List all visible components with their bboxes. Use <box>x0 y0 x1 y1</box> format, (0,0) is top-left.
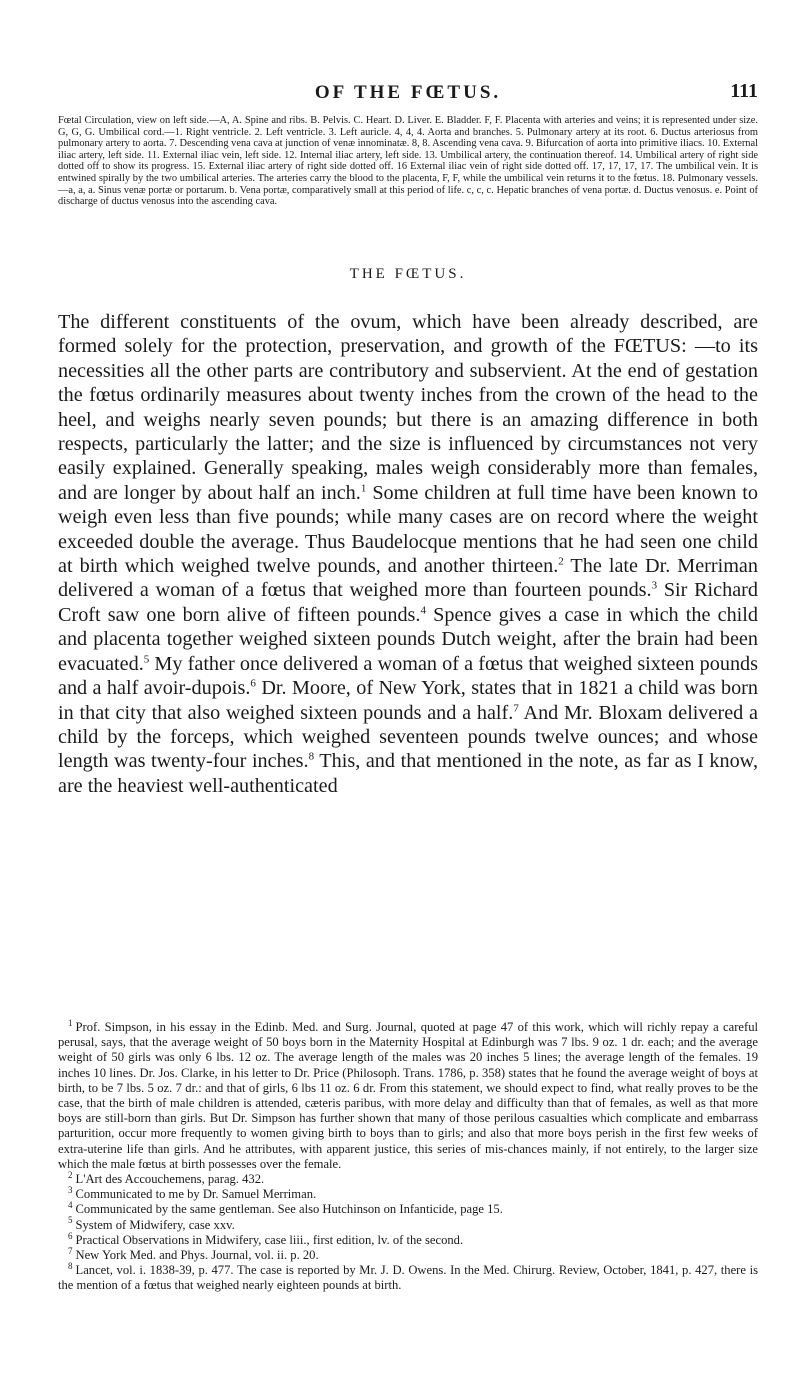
footnote-ref[interactable]: 6 <box>250 677 256 690</box>
footnote-ref[interactable]: 3 <box>651 579 658 592</box>
footnote-text: New York Med. and Phys. Journal, vol. ii. p. 20. <box>75 1248 319 1263</box>
body-text <box>58 310 758 798</box>
footnote <box>58 1215 758 1233</box>
footnote-text: Communicated to me by Dr. Samuel Merriman. <box>75 1187 317 1202</box>
footnote-ref[interactable]: 7 <box>513 701 519 714</box>
text-segment: Dr. Moore, of New York, states that in 1821 a child was born in that city that also weighed sixteen pounds and a half. <box>58 677 758 724</box>
footnote-number: 6 <box>68 1230 73 1241</box>
footnote <box>58 1169 758 1187</box>
footnote-text: Prof. Simpson, in his essay in the Edinb. Med. and Surg. Journal, quoted at page 47 of this work, which will richly repay a careful perusal, says, that the average weight of 50 boys born in the Maternity Hospital at Edinburgh was 7 lbs. 9 oz. 1 dr. each; and the average weight of 50 girls was only 6 lbs. 12 oz. The average length of the males was 20 inches 5 lines; the average length of the females. 19 inches 10 lines. Dr. Jos. Clarke, in his letter to Dr. Price (Philosoph. Trans. 1786, p. 358) states that he found the average weight of boys at birth, to be 7 lbs. 5 oz. 7 dr.: and that of girls, 6 lbs 11 oz. 6 dr. From this statement, we should expect to find, what really proves to be the case, that the birth of male children is attended, cæteris paribus, with more delay and difficulty than that of females, as well as that more boys are still-born than girls. But Dr. Simpson has further shown that many of those perilous casualties which complicate and embarrass parturition, occur more frequently to women giving birth to boys than to girls; and also that more boys perish in the first few weeks of extra-uterine life than girls. And he attributes, with apparent justice, this series of mis-chances mainly, if not entirely, to the larger size which the male fœtus at birth possesses over the female. <box>58 1020 758 1171</box>
footnote-ref[interactable]: 5 <box>143 652 150 665</box>
text-segment: This, and that mentioned in the note, as far as I know, are the heaviest well-authenticated <box>58 750 758 797</box>
footnote-number: 4 <box>68 1200 73 1211</box>
text-segment: Some children at full time have been known to weigh even less than five pounds; while many cases are on record where the weight exceeded double the average. Thus Baudelocque mentions that he had seen one child at birth which weighed twelve pounds, and another thirteen. <box>58 481 758 578</box>
footnote <box>58 1017 758 1172</box>
footnote-number: 5 <box>68 1215 73 1226</box>
footnote-number: 8 <box>68 1261 73 1272</box>
footnote-text: Lancet, vol. i. 1838-39, p. 477. The case is reported by Mr. J. D. Owens. In the Med. Chirurg. Review, October, 1841, p. 427, there is the mention of a fœtus that weighed nearly eighteen pounds at birth. <box>58 1263 758 1293</box>
text-segment: Sir Richard Croft saw one born alive of fifteen pounds. <box>58 579 758 626</box>
text-segment: And Mr. Bloxam delivered a child by the forceps, which weighed seventeen pounds twelve ounces; and whose length was twenty-four inches. <box>58 701 758 773</box>
text-segment: The late Dr. Merriman delivered a woman of a fœtus that weighed more than fourteen pounds. <box>58 555 758 602</box>
text-segment: The different constituents of the ovum, which have been already described, are formed solely for the protection, preservation, and growth of the FŒTUS: —to its necessities all the other parts are contributory and subservient. At the end of gestation the fœtus ordinarily measures about twenty inches from the crown of the head to the heel, and weighs nearly seven pounds; but there is an amazing difference in both respects, particularly the latter; and the size is influenced by circumstances not very easily explained. Generally speaking, males weigh considerably more than females, and are longer by about half an inch. <box>58 311 758 504</box>
text-segment: Spence gives a case in which the child and placenta together weighed sixteen pounds Dutch weight, after the brain had been evacuated. <box>58 603 758 675</box>
running-title: OF THE FŒTUS. <box>314 82 502 103</box>
footnote <box>58 1245 758 1263</box>
footnote-number: 7 <box>68 1245 73 1256</box>
footnote-number: 2 <box>68 1169 73 1180</box>
body-paragraph <box>58 310 758 798</box>
footnote <box>58 1230 758 1248</box>
text-segment: My father once delivered a woman of a fœtus that weighed sixteen pounds and a half avoir-dupois. <box>58 652 758 700</box>
figure-caption: Fœtal Circulation, view on left side.—A, A. Spine and ribs. B. Pelvis. C. Heart. D. Liver. E. Bladder. F, F. Placenta with arteries and veins; it is represented under size. G, G, G. Umbilical cord.—1. Right ventricle. 2. Left ventricle. 3. Left auricle. 4, 4, 4. Aorta and branches. 5. Pulmonary artery at its root. 6. Ductus arteriosus from pulmonary artery to aorta. 7. Descending vena cava at junction of venæ innominatæ. 8, 8. Ascending vena cava. 9. Bifurcation of aorta into primitive iliacs. 10. External iliac artery, left side. 11. External iliac vein, left side. 12. Internal iliac artery, left side. 13. Umbilical artery, the continuation thereof. 14. Umbilical artery of right side dotted off to show its progress. 15. External iliac artery of right side dotted off. 16 External iliac vein of right side dotted off. 17, 17, 17, 17. The umbilical vein. It is entwined spirally by the two umbilical arteries. The arteries carry the blood to the placenta, F, F, while the umbilical vein returns it to the fœtus. 18. Pulmonary vessels.—a, a, a. Sinus venæ portæ or portarum. b. Vena portæ, comparatively small at this period of life. c, c, c. Hepatic branches of vena portæ. d. Ductus venosus. e. Point of discharge of ductus venosus into the ascending cava. <box>58 115 758 208</box>
footnote <box>58 1263 758 1293</box>
footnote-ref[interactable]: 4 <box>420 604 426 617</box>
footnote-text: Practical Observations in Midwifery, case liii., first edition, lv. of the second. <box>75 1232 464 1247</box>
footnote-ref[interactable]: 1 <box>360 482 367 495</box>
footnote-text: L'Art des Accouchemens, parag. 432. <box>75 1172 265 1187</box>
footnote-number: 3 <box>68 1185 73 1196</box>
footnote-ref[interactable]: 2 <box>558 555 564 568</box>
footnote-text: System of Midwifery, case xxv. <box>75 1217 235 1232</box>
page-number: 111 <box>730 80 758 102</box>
footnote <box>58 1202 758 1217</box>
footnote-ref[interactable]: 8 <box>308 750 315 763</box>
footnote-number: 1 <box>68 1017 73 1028</box>
footnotes <box>58 1017 758 1294</box>
footnote-text: Communicated by the same gentleman. See also Hutchinson on Infanticide, page 15. <box>75 1202 503 1217</box>
footnote <box>58 1187 758 1202</box>
section-title: THE FŒTUS. <box>349 266 467 282</box>
